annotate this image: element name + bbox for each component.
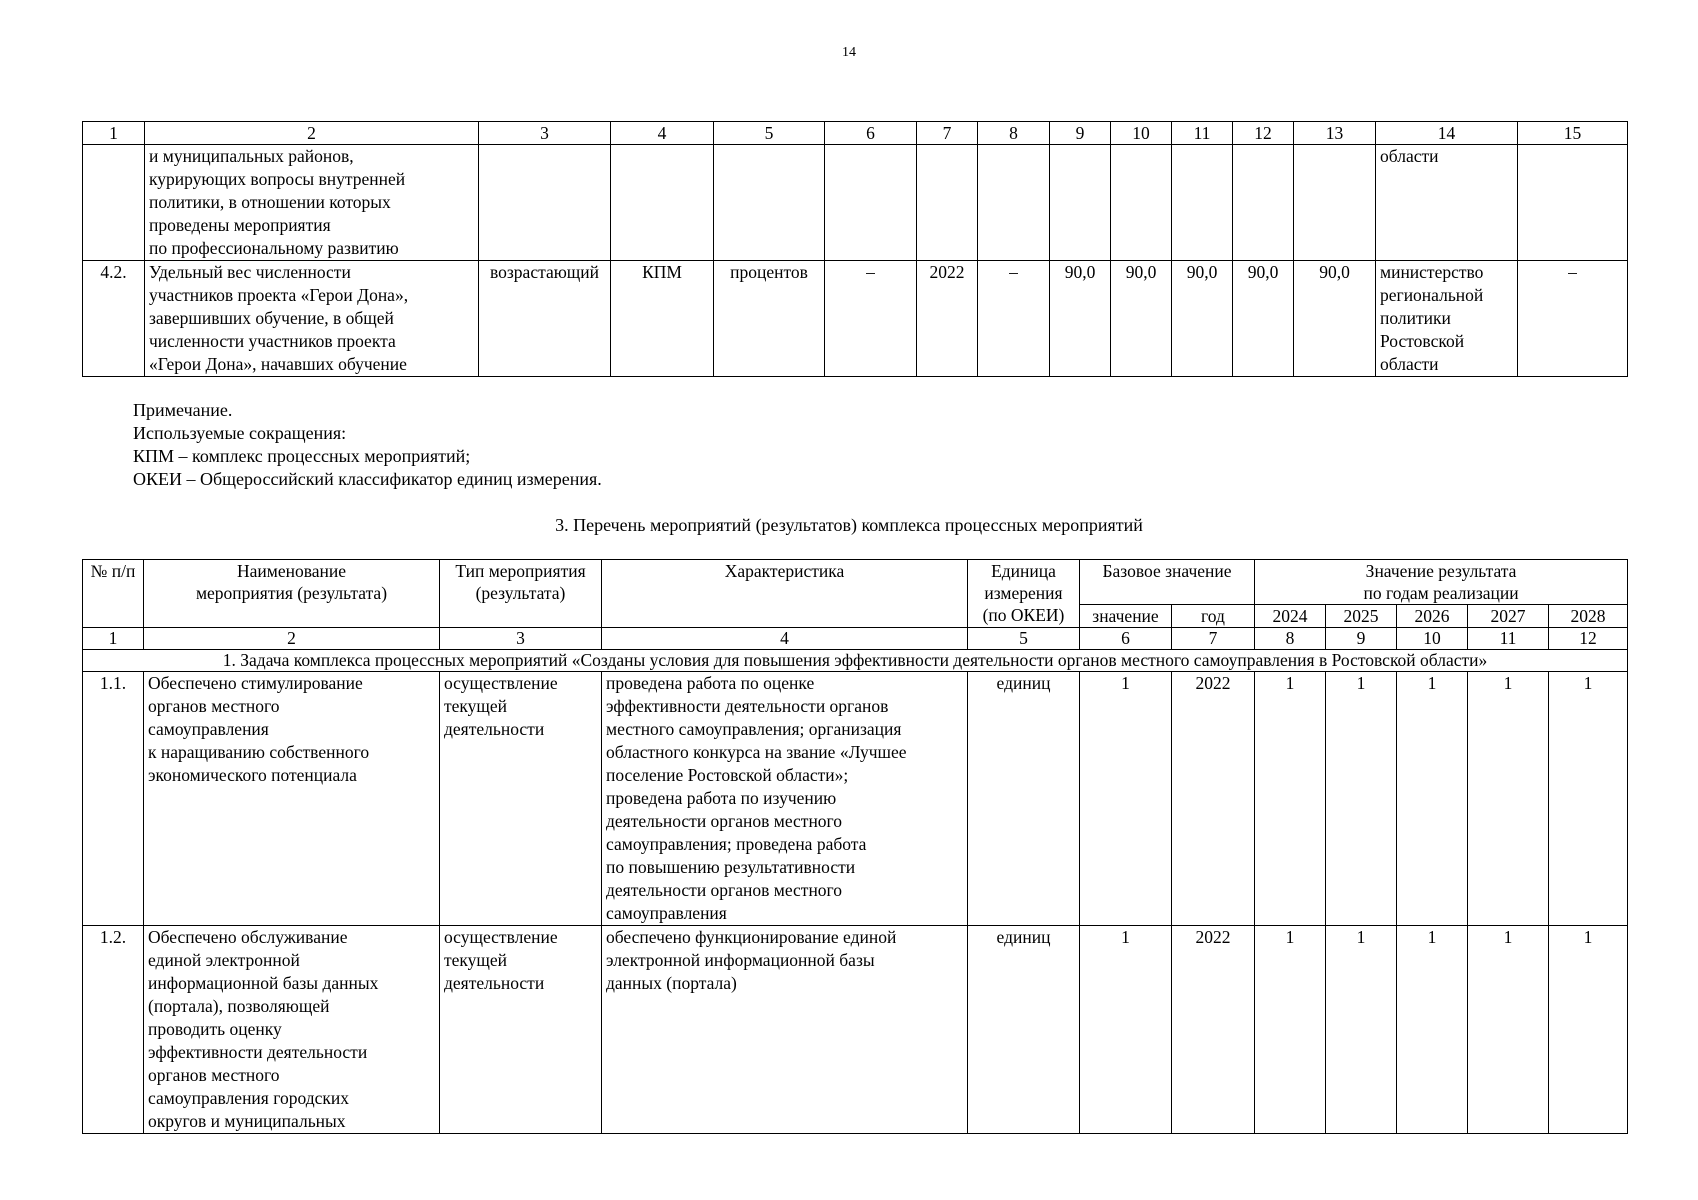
value-2028: 1 xyxy=(1549,926,1628,1134)
activities-table xyxy=(82,559,1628,1134)
task-row xyxy=(83,650,1628,672)
column-number: 6 xyxy=(825,122,917,145)
header-base-year: год xyxy=(1172,605,1255,628)
header-year: 2028 xyxy=(1549,605,1628,628)
column-number: 9 xyxy=(1050,122,1111,145)
header-year: 2027 xyxy=(1468,605,1549,628)
column-number: 4 xyxy=(602,628,968,650)
note-abbreviation: КПМ – комплекс процессных мероприятий; xyxy=(133,446,471,466)
column-number: 7 xyxy=(1172,628,1255,650)
notes-block xyxy=(133,399,602,491)
value: 90,0 xyxy=(1233,261,1294,377)
column-number: 10 xyxy=(1397,628,1468,650)
value-2027: 1 xyxy=(1468,672,1549,926)
header-year: 2026 xyxy=(1397,605,1468,628)
activity-type: осуществление текущей деятельности xyxy=(440,672,602,926)
column-number: 4 xyxy=(611,122,714,145)
column-number: 10 xyxy=(1111,122,1172,145)
section-title: 3. Перечень мероприятий (результатов) комплекса процессных мероприятий xyxy=(555,515,1143,535)
value-2024: 1 xyxy=(1255,926,1326,1134)
table-row xyxy=(83,926,1628,1134)
column-number-row xyxy=(83,628,1628,650)
column-number: 3 xyxy=(440,628,602,650)
column-number: 2 xyxy=(145,122,479,145)
value-2027: 1 xyxy=(1468,926,1549,1134)
activity-characteristic: проведена работа по оценке эффективности деятельности органов местного самоуправления; организация областного конкурса на звание «Лучшее поселение Ростовской области»; проведена работа по изучению деятельности органов местного самоуправления; проведена работа по повышению результативности деятельности органов местного самоуправления xyxy=(602,672,968,926)
page-number: 14 xyxy=(842,45,856,60)
column-number: 12 xyxy=(1233,122,1294,145)
row-number: 1.1. xyxy=(83,672,144,926)
indicator-name: Удельный вес численности участников проекта «Герои Дона», завершивших обучение, в общей численности участников проекта «Герои Дона», начавших обучение xyxy=(145,261,479,377)
value-2026: 1 xyxy=(1397,672,1468,926)
column-number: 9 xyxy=(1326,628,1397,650)
indicators-table xyxy=(82,121,1628,377)
column-number: 7 xyxy=(917,122,978,145)
header-unit: Единица измерения (по ОКЕИ) xyxy=(968,560,1080,628)
responsible: министерство региональной политики Ростовской области xyxy=(1376,261,1518,377)
table-row xyxy=(83,261,1628,377)
task-title: 1. Задача комплекса процессных мероприятий «Созданы условия для повышения эффективности деятельности органов местного самоуправления в Ростовской области» xyxy=(83,650,1628,672)
header-type: Тип мероприятия (результата) xyxy=(440,560,602,628)
header-name: Наименование мероприятия (результата) xyxy=(144,560,440,628)
cell-dash: – xyxy=(825,261,917,377)
table-row xyxy=(83,145,1628,261)
value-2024: 1 xyxy=(1255,672,1326,926)
activity-name: Обеспечено обслуживание единой электронной информационной базы данных (портала), позволяющей проводить оценку эффективности деятельности органов местного самоуправления городских округов и муниципальных xyxy=(144,926,440,1134)
column-number: 2 xyxy=(144,628,440,650)
value: 90,0 xyxy=(1050,261,1111,377)
value-2025: 1 xyxy=(1326,672,1397,926)
unit: процентов xyxy=(714,261,825,377)
column-number: 11 xyxy=(1468,628,1549,650)
value-2028: 1 xyxy=(1549,672,1628,926)
note-subtitle: Используемые сокращения: xyxy=(133,423,347,443)
column-number: 1 xyxy=(83,122,145,145)
value: 90,0 xyxy=(1172,261,1233,377)
activity-name: Обеспечено стимулирование органов местного самоуправления к наращиванию собственного экономического потенциала xyxy=(144,672,440,926)
level: КПМ xyxy=(611,261,714,377)
column-number: 5 xyxy=(968,628,1080,650)
cell-dash: – xyxy=(1518,261,1628,377)
column-number: 14 xyxy=(1376,122,1518,145)
header-base-value: значение xyxy=(1080,605,1172,628)
header-result: Значение результата по годам реализации xyxy=(1255,560,1628,605)
column-number: 12 xyxy=(1549,628,1628,650)
row-number: 1.2. xyxy=(83,926,144,1134)
value-2026: 1 xyxy=(1397,926,1468,1134)
note-title: Примечание. xyxy=(133,400,233,420)
activity-type: осуществление текущей деятельности xyxy=(440,926,602,1134)
activity-characteristic: обеспечено функционирование единой электронной информационной базы данных (портала) xyxy=(602,926,968,1134)
column-number: 13 xyxy=(1294,122,1376,145)
note-abbreviation: ОКЕИ – Общероссийский классификатор единиц измерения. xyxy=(133,469,602,489)
base-year: 2022 xyxy=(1172,926,1255,1134)
column-number: 11 xyxy=(1172,122,1233,145)
base-value: 1 xyxy=(1080,926,1172,1134)
column-number: 6 xyxy=(1080,628,1172,650)
responsible: области xyxy=(1376,145,1518,261)
base-value: 1 xyxy=(1080,672,1172,926)
value: 90,0 xyxy=(1111,261,1172,377)
base-year: 2022 xyxy=(917,261,978,377)
unit: единиц xyxy=(968,672,1080,926)
header-num: № п/п xyxy=(83,560,144,628)
column-number: 5 xyxy=(714,122,825,145)
row-number: 4.2. xyxy=(83,261,145,377)
cell-dash: – xyxy=(978,261,1050,377)
value: 90,0 xyxy=(1294,261,1376,377)
header-year: 2025 xyxy=(1326,605,1397,628)
unit: единиц xyxy=(968,926,1080,1134)
direction: возрастающий xyxy=(479,261,611,377)
indicator-name: и муниципальных районов, курирующих вопросы внутренней политики, в отношении которых проведены мероприятия по профессиональному развитию xyxy=(145,145,479,261)
column-number-row xyxy=(83,122,1628,145)
header-year: 2024 xyxy=(1255,605,1326,628)
header-characteristic: Характеристика xyxy=(602,560,968,628)
base-year: 2022 xyxy=(1172,672,1255,926)
header-base: Базовое значение xyxy=(1080,560,1255,605)
column-number: 3 xyxy=(479,122,611,145)
column-number: 8 xyxy=(978,122,1050,145)
column-number: 8 xyxy=(1255,628,1326,650)
column-number: 15 xyxy=(1518,122,1628,145)
value-2025: 1 xyxy=(1326,926,1397,1134)
column-number: 1 xyxy=(83,628,144,650)
table-row xyxy=(83,672,1628,926)
